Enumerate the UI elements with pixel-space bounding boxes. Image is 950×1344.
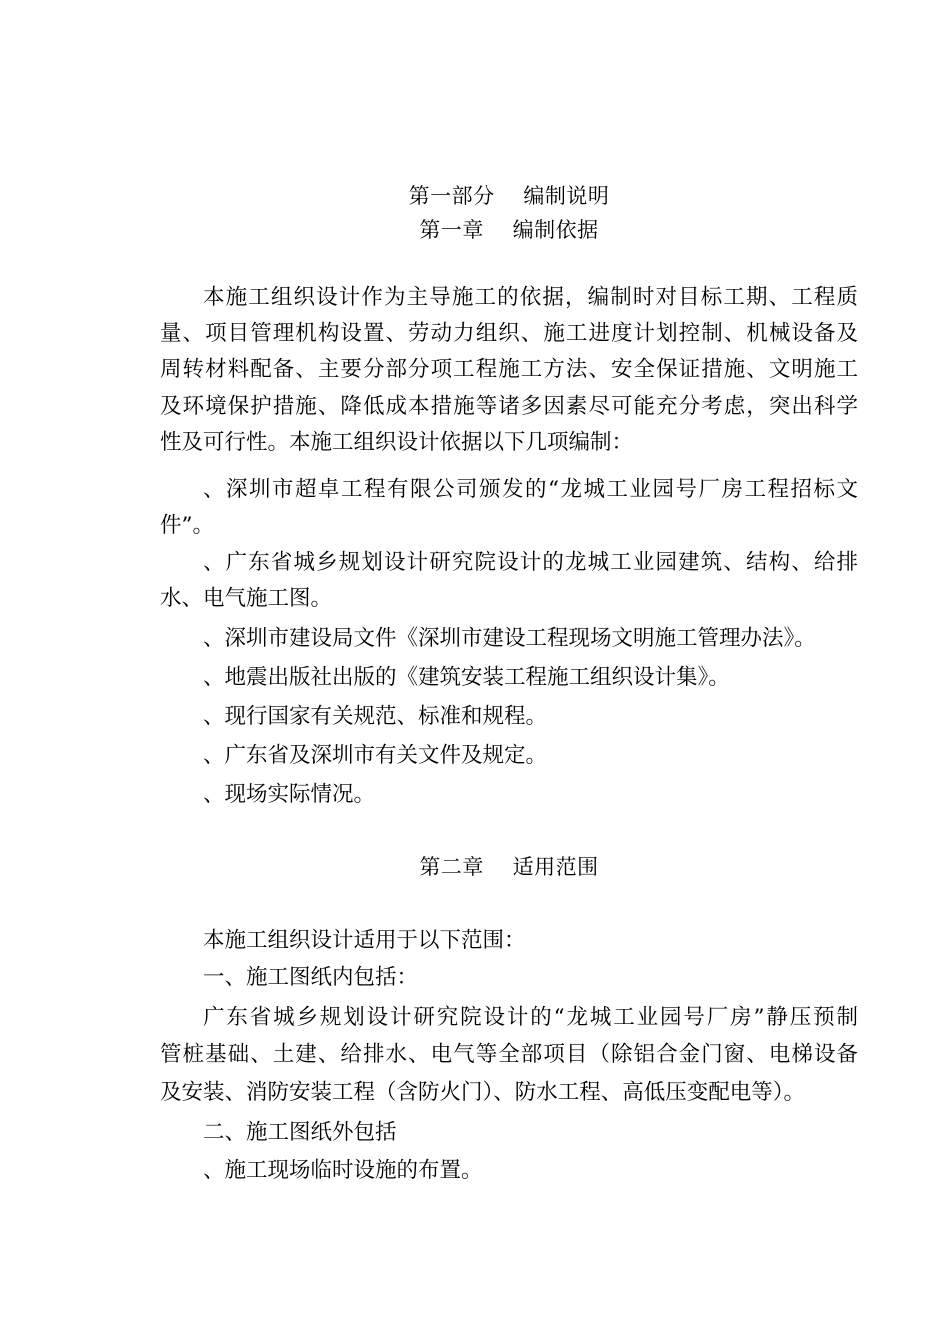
intro-line-2: 量、项目管理机构设置、劳动力组织、施工进度计划控制、机械设备及 [160,321,858,346]
basis-item-1-line-2: 件”。 [160,513,214,538]
basis-item-4: 、地震出版社出版的《建筑安装工程施工组织设计集》。 [203,665,730,690]
chapter1-heading: 第一章 编制依据 [419,218,599,242]
basis-item-2-line-2: 水、电气施工图。 [160,586,333,611]
basis-item-3: 、深圳市建设局文件《深圳市建设工程现场文明施工管理办法》。 [203,626,816,651]
basis-item-6: 、广东省及深圳市有关文件及规定。 [203,743,548,768]
scope-section-2-title: 二、施工图纸外包括 [203,1120,397,1145]
scope-section-1-line-1: 广东省城乡规划设计研究院设计的“龙城工业园号厂房”静压预制 [203,1005,858,1030]
chapter2-heading: 第二章 适用范围 [419,855,599,879]
scope-section-1-line-3: 及安装、消防安装工程（含防火门）、防水工程、高低压变配电等）。 [160,1080,806,1105]
basis-item-1-line-1: 、深圳市超卓工程有限公司颁发的“龙城工业园号厂房工程招标文 [203,477,858,502]
intro-line-5: 性及可行性。本施工组织设计依据以下几项编制： [160,430,634,455]
scope-section-1-title: 一、施工图纸内包括： [203,965,419,990]
scope-section-1-line-2: 管桩基础、土建、给排水、电气等全部项目（除铝合金门窗、电梯设备 [160,1042,858,1067]
basis-item-2-line-1: 、广东省城乡规划设计研究院设计的龙城工业园建筑、结构、给排 [203,550,858,575]
basis-item-7: 、现场实际情况。 [203,782,376,807]
intro-line-3: 周转材料配备、主要分部分项工程施工方法、安全保证措施、文明施工 [160,357,858,382]
intro-line-1: 本施工组织设计作为主导施工的依据，编制时对目标工期、工程质 [203,285,858,310]
basis-item-5: 、现行国家有关规范、标准和规程。 [203,704,548,729]
part-heading: 第一部分 编制说明 [408,184,610,208]
intro-line-4: 及环境保护措施、降低成本措施等诸多因素尽可能充分考虑，突出科学 [160,394,858,419]
scope-section-2-item-1: 、施工现场临时设施的布置。 [203,1158,483,1183]
scope-intro: 本施工组织设计适用于以下范围： [203,928,526,953]
